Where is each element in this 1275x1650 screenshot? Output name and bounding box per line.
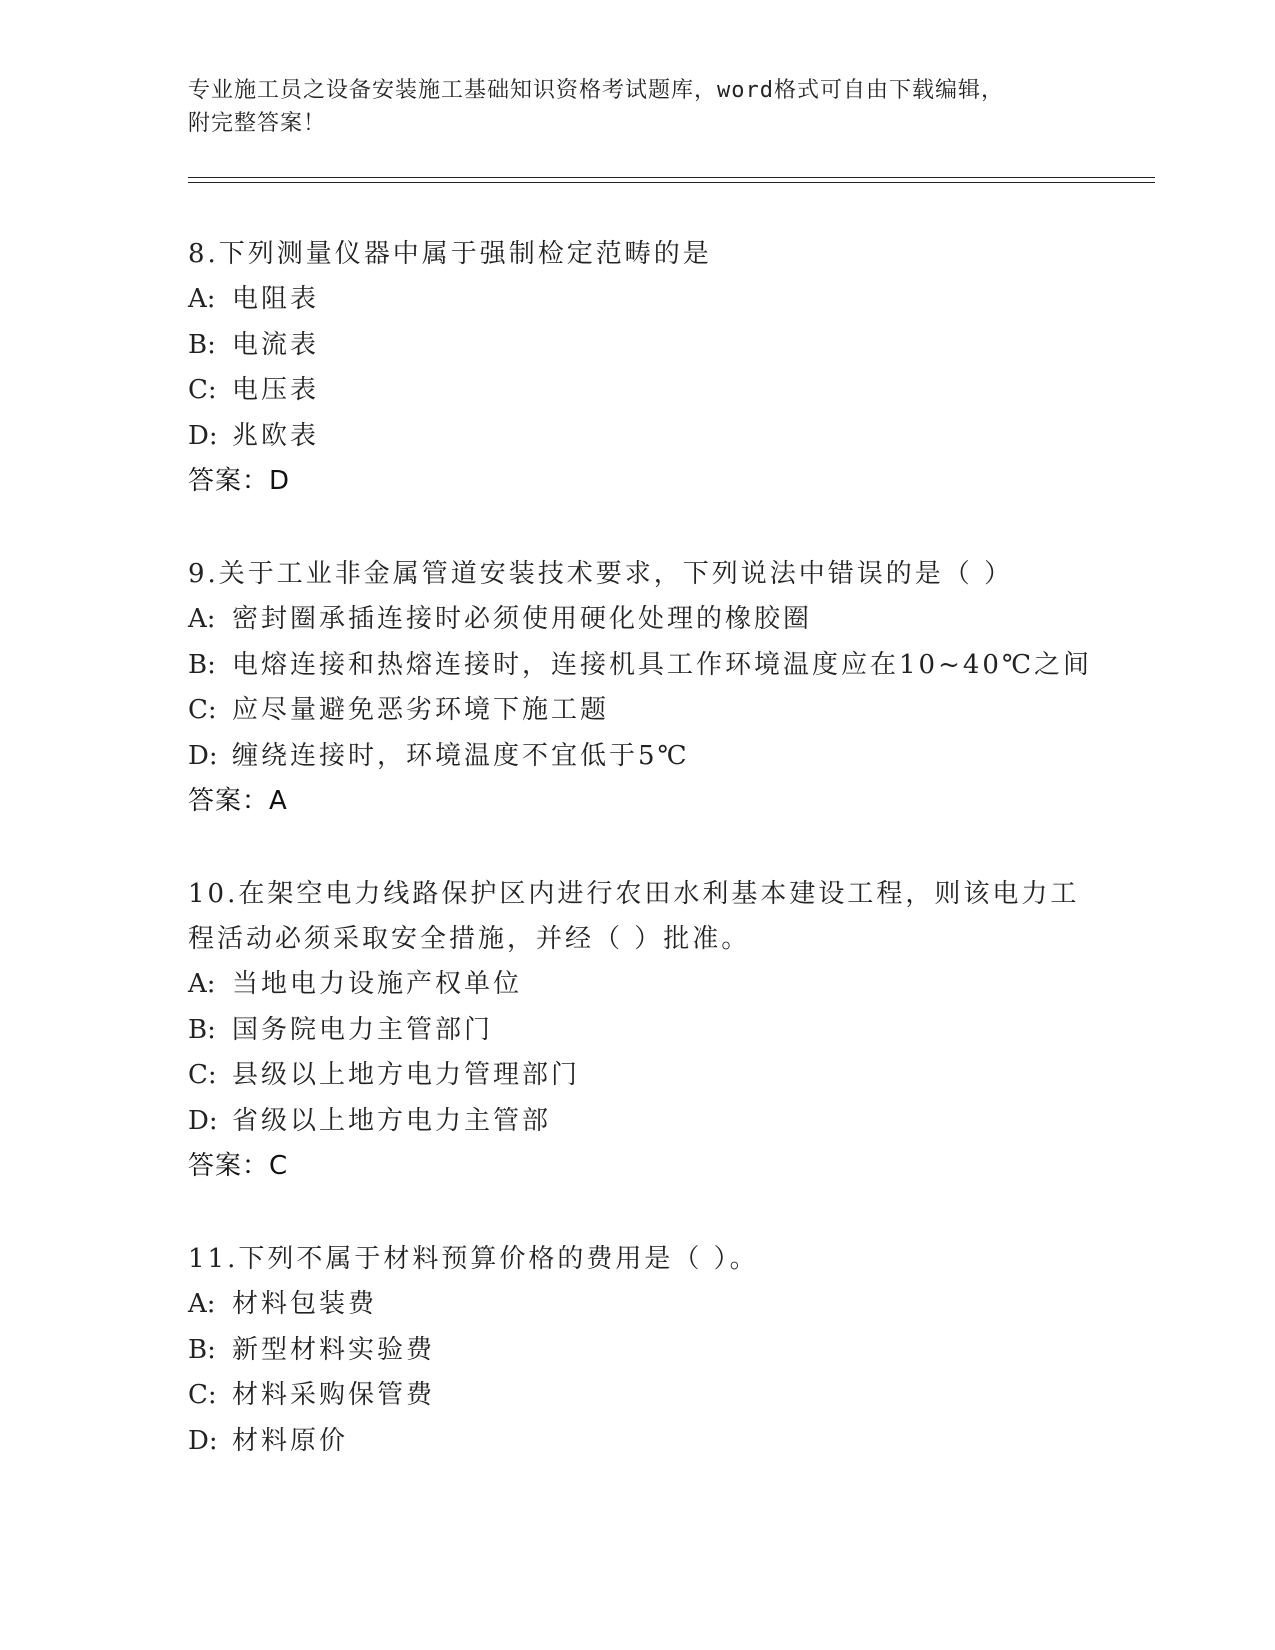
option-key: D: xyxy=(188,1425,218,1456)
option-text: 县级以上地方电力管理部门 xyxy=(232,1060,581,1090)
question-8 xyxy=(188,232,1088,504)
option-text: 当地电力设施产权单位 xyxy=(232,969,523,999)
option-text: 应尽量避免恶劣环境下施工题 xyxy=(232,695,610,725)
option-key: B: xyxy=(188,1334,216,1365)
option-text: 省级以上地方电力主管部 xyxy=(232,1105,552,1136)
option-b xyxy=(188,1008,1088,1054)
option-c xyxy=(188,688,1088,734)
option-text: 国务院电力主管部门 xyxy=(232,1014,494,1045)
option-text: 材料采购保管费 xyxy=(232,1380,436,1410)
option-text: 兆欧表 xyxy=(232,420,320,451)
option-c xyxy=(188,1053,1088,1099)
option-key: D: xyxy=(188,1105,218,1136)
option-key: A: xyxy=(188,969,216,999)
option-key: B: xyxy=(188,649,216,680)
question-stem: 11.下列不属于材料预算价格的费用是（ ）。 xyxy=(188,1244,759,1274)
option-a xyxy=(188,597,1088,643)
option-d xyxy=(188,414,1088,460)
option-key: D: xyxy=(188,420,218,451)
answer: 答案：C xyxy=(188,1151,289,1181)
option-b xyxy=(188,643,1093,689)
header-line-1: 专业施工员之设备安装施工基础知识资格考试题库，word格式可自由下载编辑， xyxy=(188,78,1004,103)
option-key: D: xyxy=(188,740,218,771)
option-key: A: xyxy=(188,1289,216,1319)
question-stem: 9.关于工业非金属管道安装技术要求，下列说法中错误的是（ ） xyxy=(188,559,1014,589)
option-a xyxy=(188,277,1088,323)
option-key: C: xyxy=(188,375,217,405)
header-line-2: 附完整答案！ xyxy=(188,111,327,136)
question-stem: 8.下列测量仪器中属于强制检定范畴的是 xyxy=(188,239,712,269)
option-key: C: xyxy=(188,695,217,725)
option-c xyxy=(188,368,1088,414)
option-text: 材料原价 xyxy=(232,1425,349,1456)
option-text: 电熔连接和热熔连接时，连接机具工作环境温度应在10~40℃之间 xyxy=(232,649,1093,680)
option-text: 密封圈承插连接时必须使用硬化处理的橡胶圈 xyxy=(232,604,813,634)
option-d xyxy=(188,734,1088,780)
header-divider-top xyxy=(188,177,1155,178)
header-divider-bottom xyxy=(188,182,1155,183)
option-text: 缠绕连接时，环境温度不宜低于5℃ xyxy=(232,740,690,771)
question-11 xyxy=(188,1237,1088,1464)
option-text: 电流表 xyxy=(232,329,320,360)
answer: 答案：A xyxy=(188,786,288,816)
document-header xyxy=(188,74,1068,140)
option-a xyxy=(188,962,1088,1008)
option-b xyxy=(188,1328,1088,1374)
option-key: C: xyxy=(188,1060,217,1090)
option-key: A: xyxy=(188,284,216,314)
question-stem: 10.在架空电力线路保护区内进行农田水利基本建设工程，则该电力工程活动必须采取安全措施，并经（ ）批准。 xyxy=(188,879,1080,954)
option-text: 新型材料实验费 xyxy=(232,1334,436,1365)
option-d xyxy=(188,1099,1088,1145)
option-text: 电压表 xyxy=(232,375,320,405)
option-c xyxy=(188,1373,1088,1419)
question-9 xyxy=(188,552,1093,824)
option-key: B: xyxy=(188,329,216,360)
question-10 xyxy=(188,872,1088,1189)
option-d xyxy=(188,1419,1088,1465)
option-text: 电阻表 xyxy=(232,284,320,314)
option-key: A: xyxy=(188,604,216,634)
option-key: C: xyxy=(188,1380,217,1410)
option-b xyxy=(188,323,1088,369)
option-a xyxy=(188,1282,1088,1328)
answer: 答案：D xyxy=(188,466,291,496)
option-text: 材料包装费 xyxy=(232,1289,378,1319)
option-key: B: xyxy=(188,1014,216,1045)
